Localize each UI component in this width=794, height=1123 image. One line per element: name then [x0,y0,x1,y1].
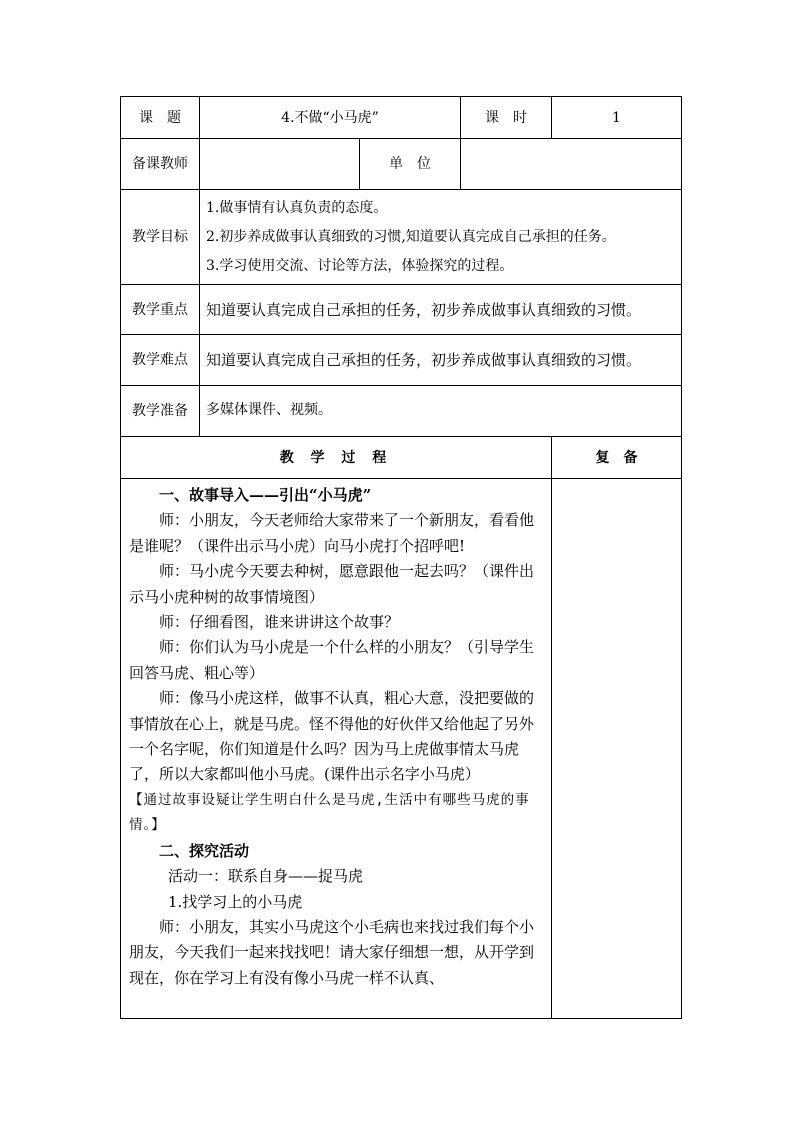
key-points-label: 教学重点 [121,285,200,335]
goals-list [200,190,682,285]
preparation-text: 多媒体课件、视频。 [200,386,682,437]
key-points-text: 知道要认真完成自己承担的任务，初步养成做事认真细致的习惯。 [200,285,682,335]
topic-row [121,97,682,139]
paragraph: 师：仔细看图，谁来讲讲这个故事？ [159,613,400,632]
topic-value: 4.不做“小马虎” [200,97,461,139]
paragraph: 师：小朋友，其实小马虎这个小毛病也来找过我们每个小朋友，今天我们一起来找找吧！请大家仔细想一想，从开学到现在，你在学习上有没有像小马虎一样不认真、 [129,917,535,987]
process-header: 教 学 过 程 [121,437,552,479]
remark-content [552,479,682,1019]
remark-header: 复 备 [552,437,682,479]
difficulties-text: 知道要认真完成自己承担的任务，初步养成做事认真细致的习惯。 [200,335,682,386]
preparation-row [121,386,682,437]
process-header-row [121,437,682,479]
goals-label: 教学目标 [121,190,200,285]
teacher-row [121,139,682,190]
goal-item: 2.初步养成做事认真细致的习惯,知道要认真完成自己承担的任务。 [206,228,616,245]
goal-item: 1.做事情有认真负责的态度。 [206,199,388,216]
design-note: 【通过故事设疑让学生明白什么是马虎,生活中有哪些马虎的事情。】 [129,791,530,834]
teacher-label: 备课教师 [121,139,200,190]
unit-value [461,139,682,190]
period-label: 课 时 [461,97,552,139]
section-heading: 一、故事导入——引出“小马虎” [159,486,372,504]
goal-item: 3.学习使用交流、讨论等方法，体验探究的过程。 [206,257,514,274]
process-content [121,479,552,1019]
teacher-value [200,139,360,190]
process-row [121,479,682,1019]
unit-label: 单 位 [360,139,461,190]
section-heading: 二、探究活动 [159,841,250,860]
preparation-label: 教学准备 [121,386,200,437]
lesson-plan [120,96,681,1019]
activity-step: 1.找学习上的小马虎 [168,892,303,911]
difficulties-row [121,335,682,386]
difficulties-label: 教学难点 [121,335,200,386]
period-value: 1 [552,97,682,139]
topic-label: 课 题 [121,97,200,139]
paragraph: 师：小朋友，今天老师给大家带来了一个新朋友，看看他是谁呢？（课件出示马小虎）向马小虎打个招呼吧! [129,511,535,555]
paragraph: 师：像马小虎这样，做事不认真，粗心大意，没把要做的事情放在心上，就是马虎。怪不得他的好伙伴又给他起了另外一个名字呢，你们知道是什么吗？因为马上虎做事情太马虎了，所以大家都叫他小马虎。(课件出示名字小马虎） [129,689,535,784]
paragraph: 师：马小虎今天要去种树，愿意跟他一起去吗？（课件出示马小虎种树的故事情境图） [129,562,535,606]
paragraph: 师：你们认为马小虎是一个什么样的小朋友？（引导学生回答马虎、粗心等） [129,638,535,682]
lesson-plan-table [120,96,682,1019]
activity-title: 活动一：联系自身——捉马虎 [168,867,364,886]
key-points-row [121,285,682,335]
goals-row [121,190,682,285]
